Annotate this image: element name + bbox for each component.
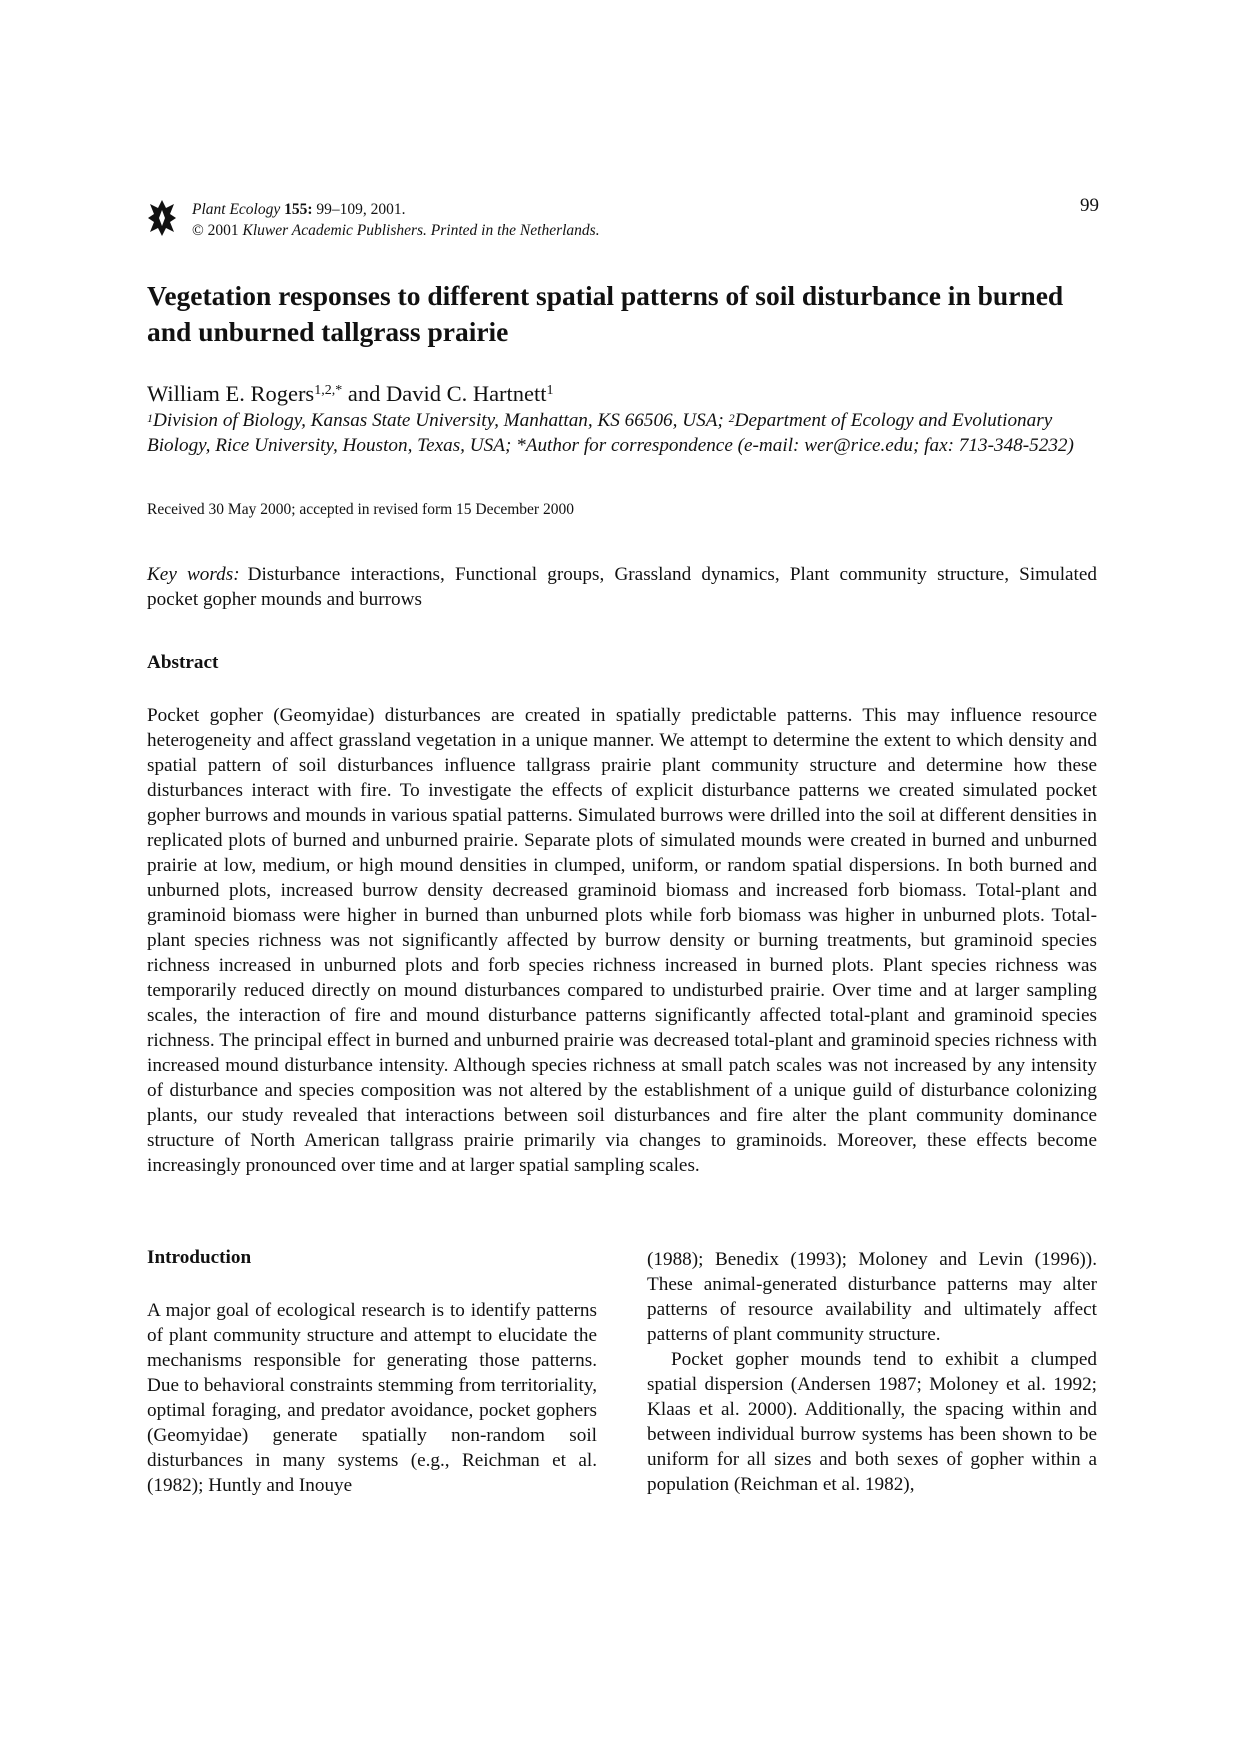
journal-citation bbox=[192, 199, 600, 241]
intro-paragraph-2: Pocket gopher mounds tend to exhibit a clumped spatial dispersion (Andersen 1987; Moloney et al. 1992; Klaas et al. 2000). Additionally, the spacing within and between individual burrow systems has been shown to be uniform for all sizes and both sexes of gopher within a population (Reichman et al. 1982), bbox=[647, 1349, 1097, 1495]
introduction-heading: Introduction bbox=[147, 1247, 252, 1268]
intro-paragraph-1-continued: (1988); Benedix (1993); Moloney and Levin (1996)). These animal-generated disturbance patterns may alter patterns of resource availability and ultimately affect patterns of plant community structure. bbox=[647, 1249, 1097, 1345]
author-2: David C. Hartnett bbox=[385, 381, 547, 406]
journal-pages-year: 99–109, 2001. bbox=[312, 201, 406, 218]
journal-name: Plant Ecology bbox=[192, 201, 281, 218]
keywords bbox=[147, 562, 1097, 612]
author-1: William E. Rogers bbox=[147, 381, 315, 406]
keywords-text: Disturbance interactions, Functional groups, Grassland dynamics, Plant community structure, Simulated pocket gopher mounds and burrows bbox=[147, 564, 1097, 610]
affil-2: Department of Ecology and Evolutionary Biology, Rice University, Houston, Texas, USA; *Author for correspondence (e-mail: wer@rice.edu; fax: 713-348-5232) bbox=[147, 410, 1074, 456]
affil-1-superscript: 1 bbox=[147, 411, 153, 425]
intro-paragraph-1: A major goal of ecological research is to identify patterns of plant community structure and attempt to elucidate the mechanisms responsible for generating those patterns. Due to behavioral constraints stemming from territoriality, optimal foraging, and predator avoidance, pocket gophers (Geomyidae) generate spatially non-random soil disturbances in many systems (e.g., Reichman et al. (1982); Huntly and Inouye bbox=[147, 1300, 597, 1496]
keywords-label: Key words: bbox=[147, 564, 240, 585]
journal-volume: 155: bbox=[284, 201, 313, 218]
author-join: and bbox=[342, 381, 386, 406]
publisher-logo-icon bbox=[147, 198, 177, 238]
abstract-heading: Abstract bbox=[147, 652, 219, 673]
author-2-superscript: 1 bbox=[546, 383, 554, 398]
copyright-publisher: Kluwer Academic Publishers. Printed in the Netherlands. bbox=[242, 222, 600, 239]
author-line bbox=[147, 380, 554, 408]
copyright-prefix: © 2001 bbox=[192, 222, 243, 239]
right-column bbox=[647, 1247, 1097, 1497]
page-number: 99 bbox=[1080, 195, 1099, 216]
author-1-superscript: 1,2,* bbox=[314, 383, 343, 398]
affiliations bbox=[147, 408, 1097, 458]
received-dates: Received 30 May 2000; accepted in revised form 15 December 2000 bbox=[147, 501, 574, 518]
article-title: Vegetation responses to different spatial patterns of soil disturbance in burned and unburned tallgrass prairie bbox=[147, 280, 1064, 347]
affil-2-superscript: 2 bbox=[728, 411, 735, 425]
abstract-text: Pocket gopher (Geomyidae) disturbances are created in spatially predictable patterns. This may influence resource heterogeneity and affect grassland vegetation in a unique manner. We attempt to determine the extent to which density and spatial pattern of soil disturbances influence tallgrass prairie plant community structure and determine how these disturbances interact with fire. To investigate the effects of explicit disturbance patterns we created simulated pocket gopher burrows and mounds in various spatial patterns. Simulated burrows were drilled into the soil at different densities in replicated plots of burned and unburned prairie. Separate plots of simulated mounds were created in burned and unburned prairie at low, medium, or high mound densities in clumped, uniform, or random spatial dispersions. In both burned and unburned plots, increased burrow density decreased graminoid biomass and increased forb biomass. Total-plant and graminoid biomass were higher in burned than unburned plots while forb biomass was higher in unburned plots. Total-plant species richness was not significantly affected by burrow density or burning treatments, but graminoid species richness increased in unburned plots and forb species richness increased in burned plots. Plant species richness was temporarily reduced directly on mound disturbances compared to undisturbed prairie. Over time and at larger sampling scales, the interaction of fire and mound disturbance patterns significantly affected total-plant and graminoid species richness. The principal effect in burned and unburned prairie was decreased total-plant and graminoid species richness with increased mound disturbance intensity. Although species richness at small patch scales was not increased by any intensity of disturbance and species composition was not altered by the establishment of a unique guild of disturbance colonizing plants, our study revealed that interactions between soil disturbances and fire alter the plant community dominance structure of North American tallgrass prairie primarily via changes to graminoids. Moreover, these effects become increasingly pronounced over time and at larger spatial sampling scales. bbox=[147, 705, 1097, 1176]
affil-1: Division of Biology, Kansas State University, Manhattan, KS 66506, USA; bbox=[153, 410, 729, 431]
